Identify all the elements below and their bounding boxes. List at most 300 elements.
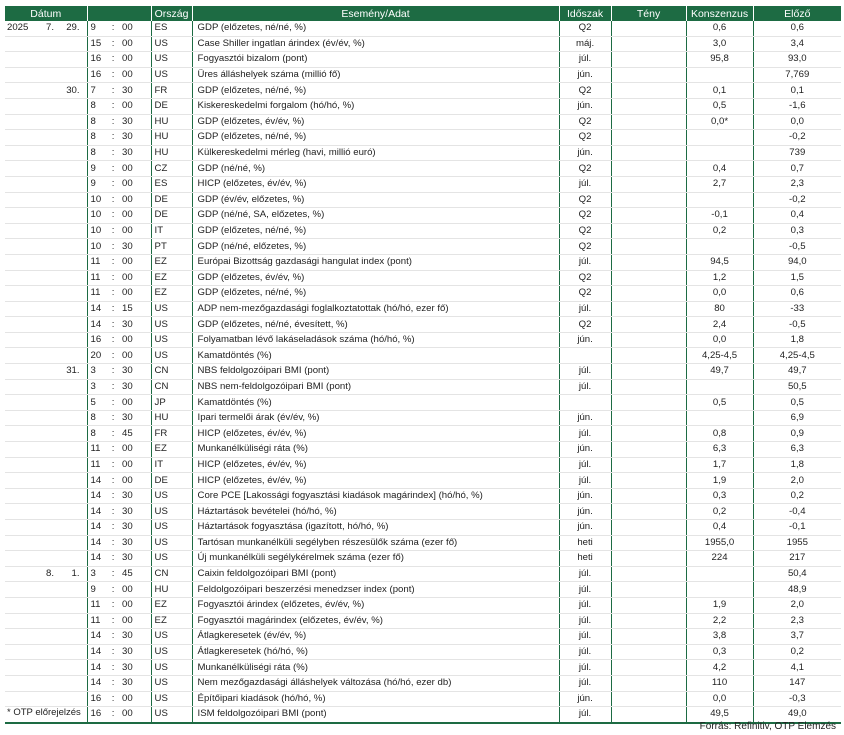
table-row xyxy=(5,379,841,395)
cell-hour: 14 xyxy=(87,520,109,536)
cell-hour: 8 xyxy=(87,114,109,130)
cell-actual xyxy=(611,675,686,691)
table-row xyxy=(5,317,841,333)
cell-minute: 15 xyxy=(117,301,151,317)
cell-actual xyxy=(611,208,686,224)
cell-minute: 30 xyxy=(117,488,151,504)
cell-year xyxy=(5,442,35,458)
cell-consensus xyxy=(686,192,753,208)
cell-consensus: 4,2 xyxy=(686,660,753,676)
cell-period xyxy=(559,395,611,411)
cell-consensus xyxy=(686,566,753,582)
cell-consensus xyxy=(686,582,753,598)
cell-time-separator: : xyxy=(109,145,117,161)
cell-previous: 0,3 xyxy=(753,223,841,239)
cell-country: US xyxy=(151,675,192,691)
cell-time-separator: : xyxy=(109,254,117,270)
table-row xyxy=(5,161,841,177)
cell-month xyxy=(35,270,55,286)
cell-event: ISM feldolgozóipari BMI (pont) xyxy=(192,707,559,723)
cell-month xyxy=(35,582,55,598)
cell-year xyxy=(5,348,35,364)
cell-country: DE xyxy=(151,98,192,114)
cell-year xyxy=(5,36,35,52)
table-row xyxy=(5,364,841,380)
cell-time-separator: : xyxy=(109,675,117,691)
cell-time-separator: : xyxy=(109,691,117,707)
cell-period: jún. xyxy=(559,98,611,114)
cell-actual xyxy=(611,223,686,239)
cell-event: Nem mezőgazdasági álláshelyek változása (hó/hó, ezer db) xyxy=(192,675,559,691)
cell-hour: 14 xyxy=(87,629,109,645)
cell-period: júl. xyxy=(559,582,611,598)
cell-event: Külkereskedelmi mérleg (havi, millió euró) xyxy=(192,145,559,161)
cell-time-separator: : xyxy=(109,317,117,333)
cell-period: júl. xyxy=(559,52,611,68)
cell-day xyxy=(55,660,87,676)
cell-event: GDP (né/né, %) xyxy=(192,161,559,177)
cell-time-separator: : xyxy=(109,301,117,317)
cell-country: EZ xyxy=(151,254,192,270)
cell-time-separator: : xyxy=(109,208,117,224)
cell-actual xyxy=(611,597,686,613)
table-row xyxy=(5,426,841,442)
cell-country: EZ xyxy=(151,270,192,286)
cell-minute: 00 xyxy=(117,176,151,192)
cell-previous: 7,769 xyxy=(753,67,841,83)
cell-event: GDP (előzetes, né/né, %) xyxy=(192,21,559,36)
cell-day xyxy=(55,67,87,83)
cell-hour: 11 xyxy=(87,270,109,286)
cell-time-separator: : xyxy=(109,520,117,536)
cell-event: GDP (év/év, előzetes, %) xyxy=(192,192,559,208)
cell-consensus: -0,1 xyxy=(686,208,753,224)
cell-month xyxy=(35,239,55,255)
table-row xyxy=(5,488,841,504)
cell-month xyxy=(35,176,55,192)
cell-previous: 1,8 xyxy=(753,457,841,473)
header-time xyxy=(87,6,151,21)
cell-year xyxy=(5,551,35,567)
cell-time-separator: : xyxy=(109,52,117,68)
cell-event: Feldolgozóipari beszerzési menedzser index (pont) xyxy=(192,582,559,598)
cell-time-separator: : xyxy=(109,192,117,208)
cell-actual xyxy=(611,660,686,676)
cell-country: US xyxy=(151,660,192,676)
cell-period: Q2 xyxy=(559,192,611,208)
cell-actual xyxy=(611,145,686,161)
cell-period: júl. xyxy=(559,364,611,380)
cell-month: 7. xyxy=(35,21,55,36)
cell-previous: 0,2 xyxy=(753,488,841,504)
cell-actual xyxy=(611,130,686,146)
cell-day: 29. xyxy=(55,21,87,36)
cell-year xyxy=(5,286,35,302)
table-row xyxy=(5,566,841,582)
cell-hour: 16 xyxy=(87,691,109,707)
cell-hour: 11 xyxy=(87,457,109,473)
header-event: Esemény/Adat xyxy=(192,6,559,21)
cell-month xyxy=(35,254,55,270)
cell-hour: 5 xyxy=(87,395,109,411)
cell-month xyxy=(35,301,55,317)
cell-event: Ipari termelői árak (év/év, %) xyxy=(192,410,559,426)
cell-period: jún. xyxy=(559,488,611,504)
cell-year xyxy=(5,566,35,582)
cell-event: GDP (előzetes, év/év, %) xyxy=(192,270,559,286)
cell-month xyxy=(35,192,55,208)
cell-actual xyxy=(611,67,686,83)
cell-time-separator: : xyxy=(109,332,117,348)
cell-period: Q2 xyxy=(559,317,611,333)
cell-previous: 48,9 xyxy=(753,582,841,598)
table-row xyxy=(5,660,841,676)
cell-period: júl. xyxy=(559,613,611,629)
cell-minute: 30 xyxy=(117,644,151,660)
table-row xyxy=(5,410,841,426)
cell-month xyxy=(35,98,55,114)
table-row xyxy=(5,145,841,161)
cell-period: heti xyxy=(559,551,611,567)
cell-month xyxy=(35,36,55,52)
cell-period: jún. xyxy=(559,504,611,520)
cell-year xyxy=(5,597,35,613)
cell-event: HICP (előzetes, év/év, %) xyxy=(192,176,559,192)
cell-consensus: 3,8 xyxy=(686,629,753,645)
cell-consensus: 0,4 xyxy=(686,161,753,177)
cell-previous: 1,8 xyxy=(753,332,841,348)
cell-day: 30. xyxy=(55,83,87,99)
cell-previous: -0,3 xyxy=(753,691,841,707)
cell-day xyxy=(55,332,87,348)
cell-previous: 0,6 xyxy=(753,286,841,302)
cell-actual xyxy=(611,83,686,99)
cell-year xyxy=(5,629,35,645)
cell-time-separator: : xyxy=(109,379,117,395)
cell-minute: 00 xyxy=(117,208,151,224)
cell-event: GDP (né/né, előzetes, %) xyxy=(192,239,559,255)
cell-day xyxy=(55,176,87,192)
cell-previous: 2,0 xyxy=(753,597,841,613)
cell-hour: 7 xyxy=(87,83,109,99)
cell-time-separator: : xyxy=(109,270,117,286)
cell-consensus xyxy=(686,145,753,161)
cell-time-separator: : xyxy=(109,457,117,473)
table-row xyxy=(5,582,841,598)
cell-country: US xyxy=(151,52,192,68)
cell-hour: 10 xyxy=(87,223,109,239)
cell-time-separator: : xyxy=(109,161,117,177)
cell-actual xyxy=(611,301,686,317)
cell-country: US xyxy=(151,488,192,504)
cell-country: HU xyxy=(151,130,192,146)
cell-event: ADP nem-mezőgazdasági foglalkoztatottak (hó/hó, ezer fő) xyxy=(192,301,559,317)
cell-minute: 00 xyxy=(117,52,151,68)
cell-minute: 30 xyxy=(117,504,151,520)
cell-year xyxy=(5,98,35,114)
cell-day xyxy=(55,270,87,286)
cell-event: HICP (előzetes, év/év, %) xyxy=(192,457,559,473)
cell-country: US xyxy=(151,520,192,536)
cell-month xyxy=(35,52,55,68)
table-row xyxy=(5,52,841,68)
cell-day: 1. xyxy=(55,566,87,582)
cell-period: júl. xyxy=(559,176,611,192)
cell-time-separator: : xyxy=(109,83,117,99)
cell-previous: -0,4 xyxy=(753,504,841,520)
cell-consensus: 6,3 xyxy=(686,442,753,458)
cell-time-separator: : xyxy=(109,36,117,52)
cell-month xyxy=(35,130,55,146)
cell-minute: 00 xyxy=(117,254,151,270)
cell-actual xyxy=(611,317,686,333)
table-row xyxy=(5,21,841,36)
cell-country: US xyxy=(151,348,192,364)
cell-day xyxy=(55,410,87,426)
cell-time-separator: : xyxy=(109,707,117,723)
cell-day xyxy=(55,426,87,442)
cell-actual xyxy=(611,613,686,629)
cell-country: HU xyxy=(151,145,192,161)
cell-consensus: 2,7 xyxy=(686,176,753,192)
cell-event: Kamatdöntés (%) xyxy=(192,348,559,364)
cell-month xyxy=(35,348,55,364)
cell-hour: 11 xyxy=(87,286,109,302)
table-row xyxy=(5,254,841,270)
cell-year xyxy=(5,410,35,426)
cell-month xyxy=(35,286,55,302)
cell-day xyxy=(55,551,87,567)
cell-actual xyxy=(611,488,686,504)
cell-day xyxy=(55,36,87,52)
cell-hour: 3 xyxy=(87,364,109,380)
cell-country: US xyxy=(151,551,192,567)
cell-hour: 16 xyxy=(87,707,109,723)
cell-minute: 00 xyxy=(117,473,151,489)
cell-time-separator: : xyxy=(109,566,117,582)
cell-actual xyxy=(611,254,686,270)
cell-day xyxy=(55,254,87,270)
cell-year xyxy=(5,582,35,598)
cell-month xyxy=(35,426,55,442)
table-row xyxy=(5,395,841,411)
cell-event: Háztartások fogyasztása (igazított, hó/hó, %) xyxy=(192,520,559,536)
cell-previous: 49,7 xyxy=(753,364,841,380)
cell-period: jún. xyxy=(559,691,611,707)
cell-event: HICP (előzetes, év/év, %) xyxy=(192,473,559,489)
table-row xyxy=(5,192,841,208)
cell-previous: 0,1 xyxy=(753,83,841,99)
cell-consensus: 0,3 xyxy=(686,488,753,504)
cell-minute: 30 xyxy=(117,239,151,255)
header-actual: Tény xyxy=(611,6,686,21)
cell-year xyxy=(5,208,35,224)
cell-time-separator: : xyxy=(109,629,117,645)
cell-day xyxy=(55,239,87,255)
cell-time-separator: : xyxy=(109,21,117,36)
cell-country: US xyxy=(151,36,192,52)
cell-previous: 50,5 xyxy=(753,379,841,395)
cell-previous: 1955 xyxy=(753,535,841,551)
cell-previous: 0,7 xyxy=(753,161,841,177)
cell-year xyxy=(5,52,35,68)
cell-consensus: 0,0* xyxy=(686,114,753,130)
cell-event: Európai Bizottság gazdasági hangulat index (pont) xyxy=(192,254,559,270)
cell-year xyxy=(5,613,35,629)
cell-country: US xyxy=(151,644,192,660)
cell-hour: 16 xyxy=(87,67,109,83)
cell-minute: 00 xyxy=(117,21,151,36)
cell-hour: 10 xyxy=(87,192,109,208)
cell-year xyxy=(5,535,35,551)
cell-month xyxy=(35,551,55,567)
cell-actual xyxy=(611,644,686,660)
cell-day xyxy=(55,208,87,224)
cell-actual xyxy=(611,21,686,36)
cell-consensus xyxy=(686,410,753,426)
cell-previous: 2,3 xyxy=(753,613,841,629)
cell-previous: 0,6 xyxy=(753,21,841,36)
cell-minute: 30 xyxy=(117,520,151,536)
cell-day xyxy=(55,675,87,691)
table-row xyxy=(5,223,841,239)
cell-period: júl. xyxy=(559,675,611,691)
cell-event: GDP (előzetes, né/né, évesített, %) xyxy=(192,317,559,333)
cell-country: DE xyxy=(151,473,192,489)
cell-previous: -0,1 xyxy=(753,520,841,536)
cell-day xyxy=(55,317,87,333)
cell-previous: 0,2 xyxy=(753,644,841,660)
cell-month xyxy=(35,161,55,177)
cell-period: júl. xyxy=(559,566,611,582)
cell-month xyxy=(35,488,55,504)
cell-month xyxy=(35,535,55,551)
cell-year xyxy=(5,644,35,660)
cell-time-separator: : xyxy=(109,239,117,255)
cell-day: 31. xyxy=(55,364,87,380)
cell-day xyxy=(55,395,87,411)
cell-period: júl. xyxy=(559,629,611,645)
table-row xyxy=(5,457,841,473)
cell-previous: 217 xyxy=(753,551,841,567)
cell-consensus: 0,5 xyxy=(686,98,753,114)
cell-month xyxy=(35,520,55,536)
cell-actual xyxy=(611,442,686,458)
cell-hour: 3 xyxy=(87,566,109,582)
cell-time-separator: : xyxy=(109,551,117,567)
cell-hour: 14 xyxy=(87,535,109,551)
cell-period: júl. xyxy=(559,660,611,676)
cell-hour: 14 xyxy=(87,473,109,489)
cell-time-separator: : xyxy=(109,488,117,504)
cell-minute: 30 xyxy=(117,364,151,380)
cell-month xyxy=(35,410,55,426)
cell-actual xyxy=(611,395,686,411)
cell-period: júl. xyxy=(559,707,611,723)
cell-previous: -0,2 xyxy=(753,130,841,146)
table-row xyxy=(5,629,841,645)
cell-day xyxy=(55,520,87,536)
cell-previous: 2,0 xyxy=(753,473,841,489)
cell-minute: 00 xyxy=(117,442,151,458)
cell-previous: 739 xyxy=(753,145,841,161)
cell-country: CN xyxy=(151,566,192,582)
cell-day xyxy=(55,114,87,130)
cell-month xyxy=(35,660,55,676)
cell-hour: 11 xyxy=(87,254,109,270)
cell-minute: 30 xyxy=(117,130,151,146)
cell-hour: 9 xyxy=(87,176,109,192)
cell-consensus: 0,1 xyxy=(686,83,753,99)
cell-event: NBS nem-feldolgozóipari BMI (pont) xyxy=(192,379,559,395)
cell-year: 2025 xyxy=(5,21,35,36)
cell-consensus: 0,5 xyxy=(686,395,753,411)
cell-country: CN xyxy=(151,379,192,395)
cell-day xyxy=(55,145,87,161)
table-row xyxy=(5,504,841,520)
cell-country: US xyxy=(151,317,192,333)
cell-consensus: 0,2 xyxy=(686,223,753,239)
cell-previous: -0,5 xyxy=(753,317,841,333)
cell-previous: 93,0 xyxy=(753,52,841,68)
cell-consensus: 4,25-4,5 xyxy=(686,348,753,364)
cell-year xyxy=(5,176,35,192)
cell-hour: 8 xyxy=(87,145,109,161)
cell-consensus: 1,9 xyxy=(686,473,753,489)
cell-hour: 14 xyxy=(87,301,109,317)
cell-minute: 30 xyxy=(117,629,151,645)
cell-country: US xyxy=(151,504,192,520)
cell-minute: 00 xyxy=(117,691,151,707)
cell-time-separator: : xyxy=(109,130,117,146)
cell-country: US xyxy=(151,707,192,723)
cell-year xyxy=(5,379,35,395)
cell-actual xyxy=(611,270,686,286)
cell-event: Fogyasztói bizalom (pont) xyxy=(192,52,559,68)
cell-event: Tartósan munkanélküli segélyben részesülők száma (ezer fő) xyxy=(192,535,559,551)
header-period: Időszak xyxy=(559,6,611,21)
cell-consensus: 1,2 xyxy=(686,270,753,286)
cell-hour: 16 xyxy=(87,332,109,348)
cell-event: Átlagkeresetek (év/év, %) xyxy=(192,629,559,645)
cell-time-separator: : xyxy=(109,395,117,411)
cell-consensus: 80 xyxy=(686,301,753,317)
cell-period: máj. xyxy=(559,36,611,52)
cell-year xyxy=(5,332,35,348)
cell-time-separator: : xyxy=(109,223,117,239)
cell-time-separator: : xyxy=(109,442,117,458)
cell-day xyxy=(55,535,87,551)
cell-event: Építőipari kiadások (hó/hó, %) xyxy=(192,691,559,707)
cell-minute: 30 xyxy=(117,145,151,161)
cell-month xyxy=(35,597,55,613)
cell-previous: 94,0 xyxy=(753,254,841,270)
cell-year xyxy=(5,317,35,333)
table-row xyxy=(5,535,841,551)
cell-month xyxy=(35,83,55,99)
cell-actual xyxy=(611,98,686,114)
cell-month xyxy=(35,675,55,691)
table-row xyxy=(5,473,841,489)
cell-country: HU xyxy=(151,114,192,130)
cell-period: heti xyxy=(559,535,611,551)
cell-country: JP xyxy=(151,395,192,411)
cell-actual xyxy=(611,114,686,130)
table-row xyxy=(5,286,841,302)
cell-minute: 00 xyxy=(117,223,151,239)
cell-country: EZ xyxy=(151,286,192,302)
cell-country: ES xyxy=(151,176,192,192)
